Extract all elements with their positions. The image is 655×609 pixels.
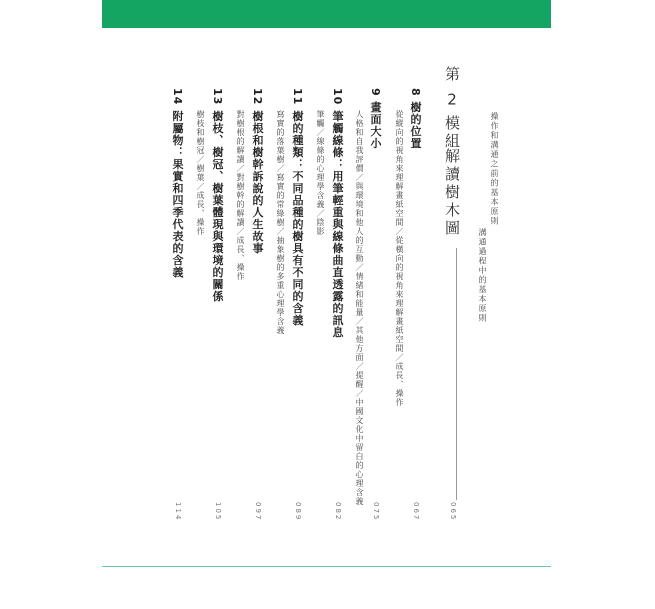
toc-entry-8-page: 067 — [412, 502, 420, 522]
toc-entry-13-page: 105 — [214, 502, 222, 522]
toc-entry-14-page: 114 — [174, 502, 182, 522]
module-page-number: 065 — [449, 502, 457, 522]
toc-entry-13-subtopics: 樹枝和樹冠／樹葉／成長、操作 — [196, 110, 205, 236]
toc-entry-10-page: 082 — [334, 502, 342, 522]
intro-line-2: 溝通過程中的基本原則 — [478, 228, 487, 323]
toc-entry-14-heading: 14 附屬物：果實和四季代表的含義 — [171, 88, 184, 279]
toc-entry-12-page: 097 — [254, 502, 262, 522]
top-color-bar — [102, 0, 551, 28]
toc-entry-9-subtopics: 人格和自我評價／與環境和他人的互動／情緒和能量／其他方面／提醒／中國文化中留白的心理含義 — [355, 110, 364, 506]
toc-entry-13-heading: 13 樹枝、樹冠、樹葉體現與環境的關係 — [211, 88, 224, 303]
toc-entry-12-heading: 12 樹根和樹幹訴說的人生故事 — [251, 88, 264, 255]
toc-entry-11-page: 089 — [294, 502, 302, 522]
module-label: 模組 — [443, 114, 461, 151]
module-leader-line — [456, 248, 457, 500]
toc-entry-8-subtopics: 從縱向的視角來理解畫紙空間／從橫向的視角來理解畫紙空間／成長、操作 — [395, 110, 404, 407]
toc-entry-11-subtopics: 寫實的落葉樹／寫實的常綠樹／抽象樹的多重心理學含義 — [276, 110, 285, 335]
toc-entry-10-subtopics: 筆觸／線條的心理學含義／陰影 — [316, 110, 325, 236]
intro-line-1: 操作和溝通之前的基本原則 — [490, 112, 499, 226]
bottom-rule — [102, 566, 551, 567]
toc-entry-9-page: 075 — [372, 502, 380, 522]
toc-entry-10-heading: 10 筆觸線條：用筆輕重與線條曲直透露的訊息 — [331, 88, 344, 339]
toc-entry-12-subtopics: 對樹根的解讀／對樹幹的解讀／成長、操作 — [236, 110, 245, 281]
toc-entry-8-heading: 8 樹的位置 — [409, 88, 422, 150]
toc-entry-11-heading: 11 樹的種類：不同品種的樹具有不同的含義 — [291, 88, 304, 327]
module-prefix: 第 — [443, 66, 461, 84]
toc-entry-9-heading: 9 畫面大小 — [369, 88, 382, 150]
module-number: 2 — [447, 91, 457, 107]
module-title: 解讀樹木圖 — [443, 148, 461, 238]
module-heading — [444, 66, 459, 151]
